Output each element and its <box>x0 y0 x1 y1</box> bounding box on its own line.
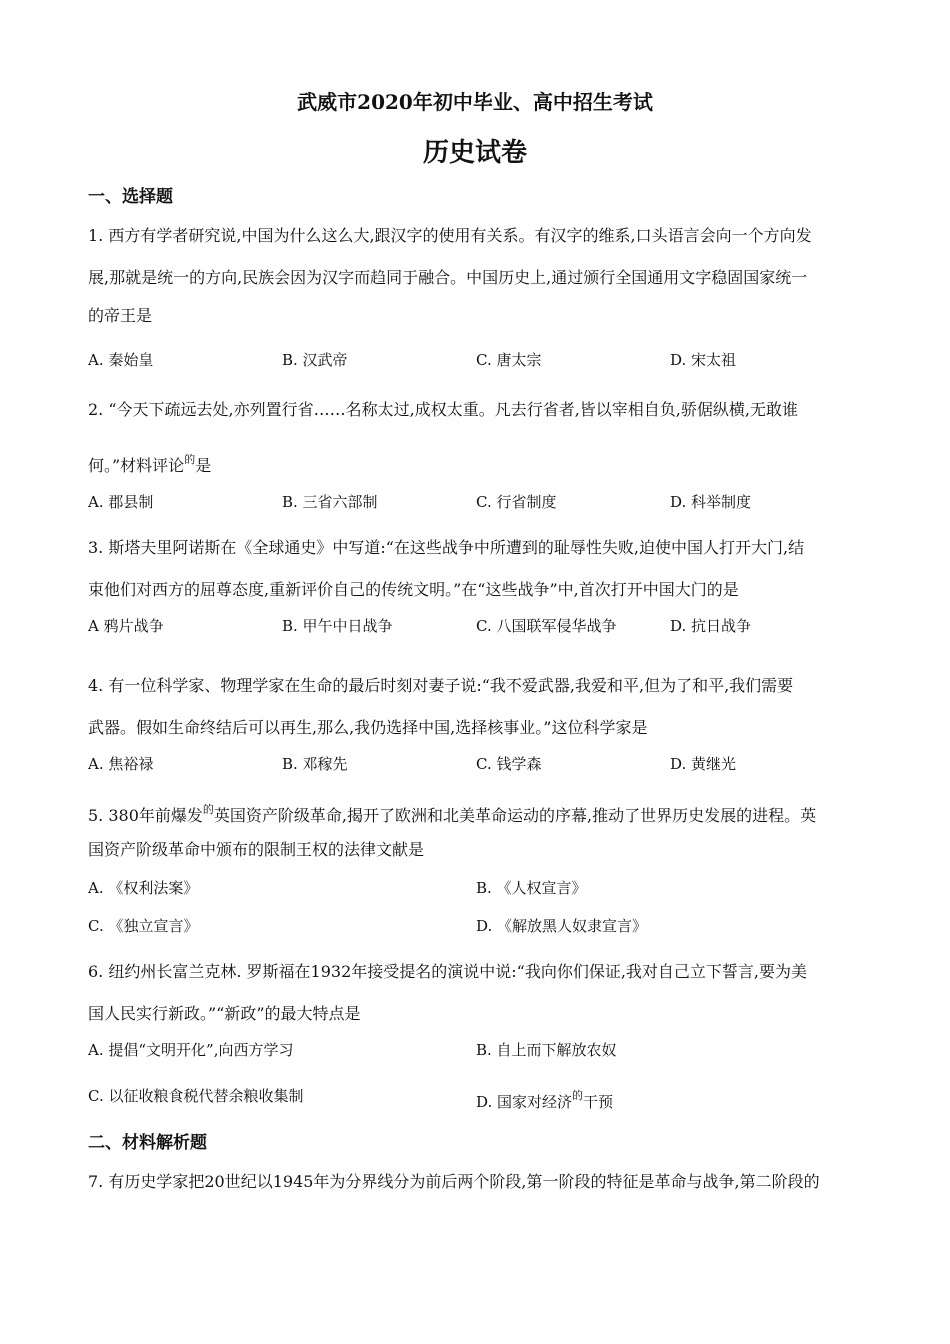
question-5-superscript: 的 <box>202 803 214 816</box>
question-6-option-c: C. 以征收粮食税代替余粮收集制 <box>88 1087 304 1105</box>
question-1-option-a: A. 秦始皇 <box>88 351 154 369</box>
question-3-line-1: 3. 斯塔夫里阿诺斯在《全球通史》中写道:“在这些战争中所遭到的耻辱性失败,迫使中国人打开大门,结 <box>88 538 805 557</box>
question-4-line-2: 武器。假如生命终结后可以再生,那么,我仍选择中国,选择核事业。”这位科学家是 <box>88 718 648 737</box>
question-3-line-2: 束他们对西方的屈尊态度,重新评价自己的传统文明。”在“这些战争”中,首次打开中国大门的是 <box>88 580 739 599</box>
question-6-option-d-text-end: 干预 <box>583 1093 614 1111</box>
question-5-option-b: B. 《人权宣言》 <box>476 879 587 897</box>
question-5-text: 5. 380年前爆发 <box>88 806 203 825</box>
question-5-option-d: D. 《解放黑人奴隶宣言》 <box>476 917 648 935</box>
question-4-line-1: 4. 有一位科学家、物理学家在生命的最后时刻对妻子说:“我不爱武器,我爱和平,但为了和平,我们需要 <box>88 676 794 695</box>
section-heading-choice: 一、选择题 <box>88 187 173 207</box>
question-6-option-d-superscript: 的 <box>572 1089 584 1102</box>
question-4-option-d: D. 黄继光 <box>670 755 737 773</box>
question-1-line-2: 展,那就是统一的方向,民族会因为汉字而趋同于融合。中国历史上,通过颁行全国通用文字稳固国家统一 <box>88 268 808 287</box>
question-6-option-b: B. 自上而下解放农奴 <box>476 1041 617 1059</box>
question-1-line-1: 1. 西方有学者研究说,中国为什么这么大,跟汉字的使用有关系。有汉字的维系,口头语言会向一个方向发 <box>88 226 812 245</box>
question-7-line-1: 7. 有历史学家把20世纪以1945年为分界线分为前后两个阶段,第一阶段的特征是革命与战争,第二阶段的 <box>88 1172 820 1191</box>
question-3-option-b: B. 甲午中日战争 <box>282 617 393 635</box>
question-2-text-end: 是 <box>195 456 212 475</box>
question-6-option-a: A. 提倡“文明开化”,向西方学习 <box>88 1041 294 1059</box>
question-3-option-d: D. 抗日战争 <box>670 617 752 635</box>
question-2-text: 何。”材料评论 <box>88 456 185 475</box>
question-1-option-d: D. 宋太祖 <box>670 351 737 369</box>
question-5-text-cont: 英国资产阶级革命,揭开了欧洲和北美革命运动的序幕,推动了世界历史发展的进程。英 <box>213 806 817 825</box>
question-2-option-a: A. 郡县制 <box>88 493 154 511</box>
question-2-option-b: B. 三省六部制 <box>282 493 378 511</box>
question-2-line-2 <box>88 450 211 476</box>
exam-title: 武威市2020年初中毕业、高中招生考试 <box>297 90 653 114</box>
question-5-line-1 <box>88 800 816 826</box>
question-2-option-c: C. 行省制度 <box>476 493 557 511</box>
question-5-option-c: C. 《独立宣言》 <box>88 917 199 935</box>
question-1-option-b: B. 汉武帝 <box>282 351 348 369</box>
question-6-option-d-text: D. 国家对经济 <box>476 1093 573 1111</box>
question-3-option-c: C. 八国联军侵华战争 <box>476 617 617 635</box>
question-2-line-1: 2. “今天下疏远去处,亦列置行省……名称太过,成权太重。凡去行省者,皆以宰相自负,骄倨纵横,无敢谁 <box>88 400 798 419</box>
question-5-line-2: 国资产阶级革命中颁布的限制王权的法律文献是 <box>88 840 425 859</box>
question-6-option-d <box>476 1086 613 1112</box>
question-4-option-b: B. 邓稼先 <box>282 755 348 773</box>
question-4-option-c: C. 钱学森 <box>476 755 542 773</box>
question-5-option-a: A. 《权利法案》 <box>88 879 199 897</box>
question-3-option-a: A 鸦片战争 <box>88 617 164 635</box>
question-2-superscript: 的 <box>184 453 196 466</box>
question-6-line-2: 国人民实行新政。”“新政”的最大特点是 <box>88 1004 361 1023</box>
question-1-line-3: 的帝王是 <box>88 306 153 325</box>
question-6-line-1: 6. 纽约州长富兰克林. 罗斯福在1932年接受提名的演说中说:“我向你们保证,我对自己立下誓言,要为美 <box>88 962 807 981</box>
section-heading-material: 二、材料解析题 <box>88 1133 207 1153</box>
question-4-option-a: A. 焦裕禄 <box>88 755 154 773</box>
question-1-option-c: C. 唐太宗 <box>476 351 542 369</box>
exam-subtitle: 历史试卷 <box>422 138 527 168</box>
question-2-option-d: D. 科举制度 <box>670 493 752 511</box>
